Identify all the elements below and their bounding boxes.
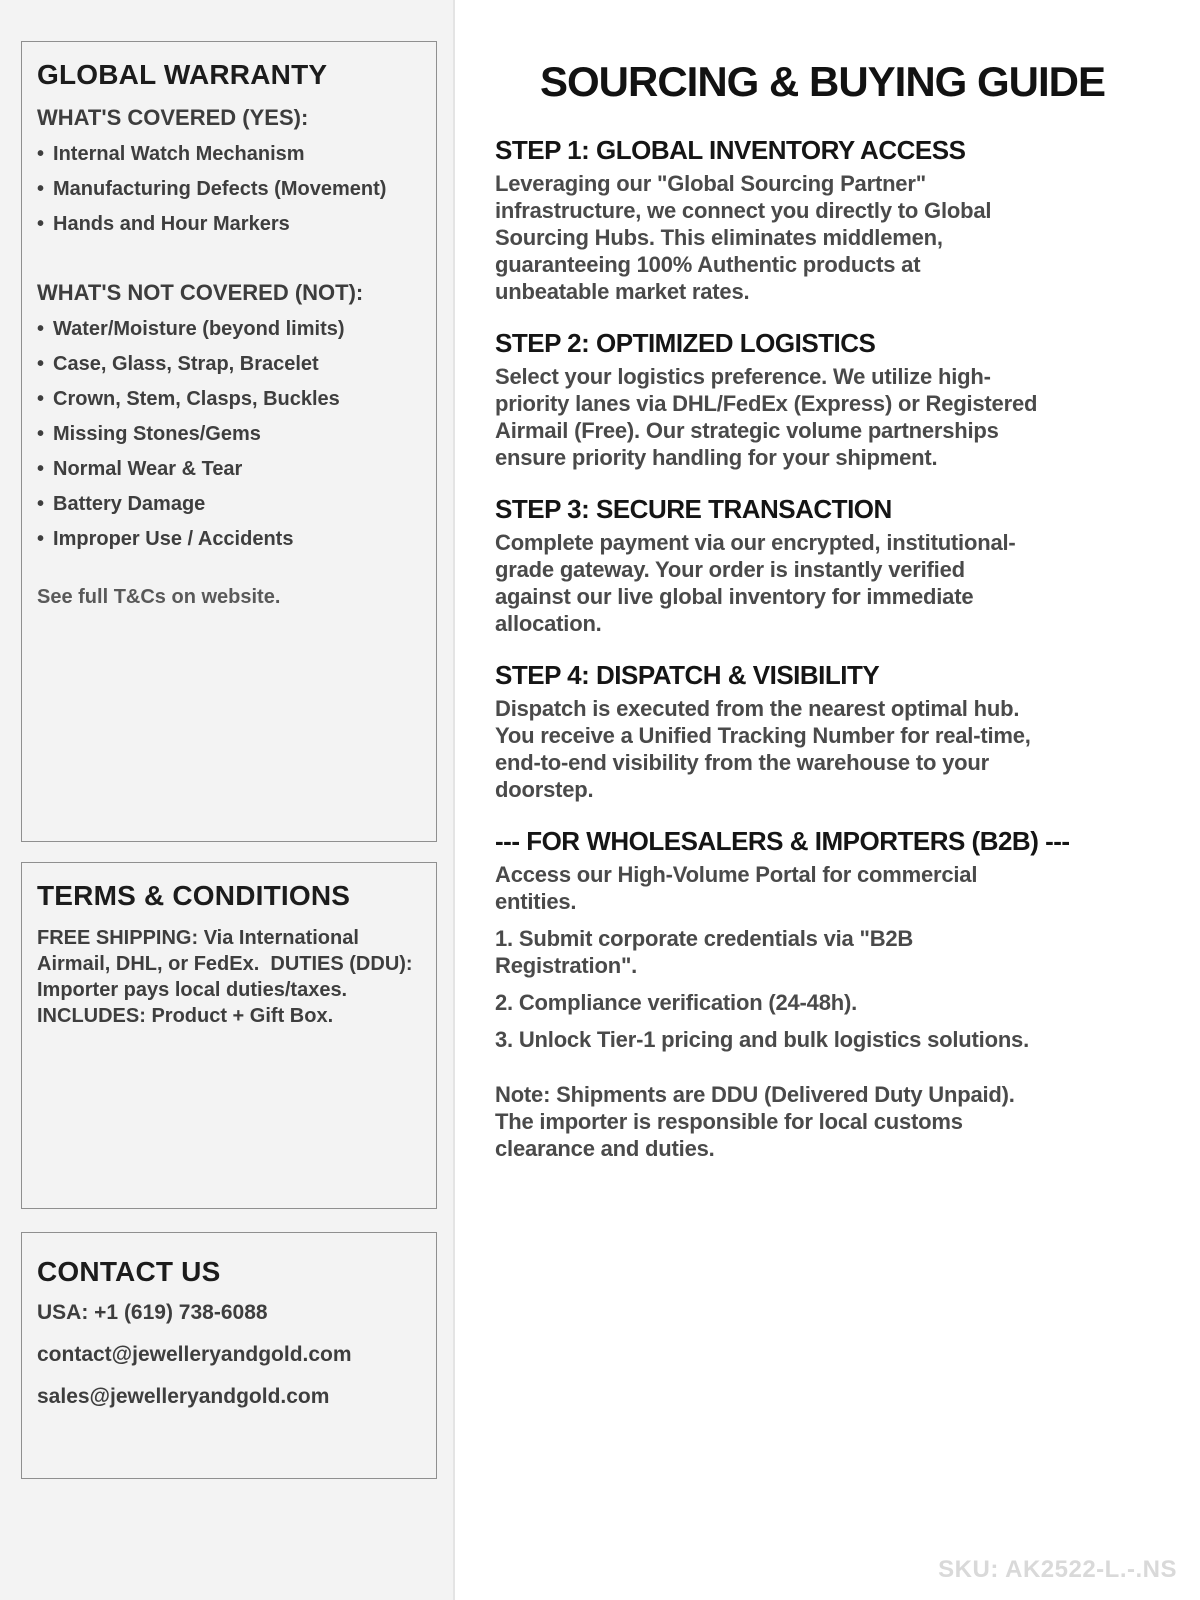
covered-item: • Internal Watch Mechanism [37,143,418,165]
step-1-heading: STEP 1: GLOBAL INVENTORY ACCESS [495,135,966,165]
terms-title: TERMS & CONDITIONS [37,880,351,911]
not-covered-item: • Crown, Stem, Clasps, Buckles [37,388,418,410]
not-covered-item: • Normal Wear & Tear [37,458,418,480]
step-3-heading: STEP 3: SECURE TRANSACTION [495,494,892,524]
b2b-paragraph: 1. Submit corporate credentials via "B2B Registration". [495,926,914,978]
covered-list [37,143,418,235]
step-2-heading: STEP 2: OPTIMIZED LOGISTICS [495,328,876,358]
not-covered-list [37,318,418,550]
covered-item: • Manufacturing Defects (Movement) [37,178,418,200]
step-4-heading: STEP 4: DISPATCH & VISIBILITY [495,660,880,690]
sidebar [0,0,455,1600]
not-covered-item: • Water/Moisture (beyond limits) [37,318,418,340]
guide-title: SOURCING & BUYING GUIDE [539,58,1106,105]
main-content [455,0,1200,1600]
warranty-panel [21,41,437,842]
contact-phone: USA: +1 (619) 738-6088 [37,1301,268,1324]
contact-email-primary: contact@jewelleryandgold.com [37,1343,352,1366]
covered-item: • Hands and Hour Markers [37,213,418,235]
contact-title: CONTACT US [37,1256,221,1287]
b2b-paragraph: 3. Unlock Tier-1 pricing and bulk logistics solutions. [495,1027,1030,1052]
terms-body: FREE SHIPPING: Via International Airmail, DHL, or FedEx. DUTIES (DDU): Importer pays local duties/taxes. INCLUDES: Product + Gift Box. [37,927,419,1027]
not-covered-item: • Missing Stones/Gems [37,423,418,445]
b2b-paragraph: Access our High-Volume Portal for commercial entities. [495,862,978,914]
warranty-title: GLOBAL WARRANTY [37,59,328,90]
contact-panel [21,1232,437,1479]
not-covered-item: • Case, Glass, Strap, Bracelet [37,353,418,375]
not-covered-item: • Improper Use / Accidents [37,528,418,550]
warranty-footnote: See full T&Cs on website. [37,586,281,608]
b2b-note: Note: Shipments are DDU (Delivered Duty Unpaid). The importer is responsible for local customs clearance and duties. [495,1082,1015,1161]
not-covered-item: • Battery Damage [37,493,418,515]
b2b-heading: --- FOR WHOLESALERS & IMPORTERS (B2B) --- [495,826,1070,856]
contact-email-sales: sales@jewelleryandgold.com [37,1385,330,1408]
covered-heading: WHAT'S COVERED (YES): [37,105,309,130]
step-4-body: Dispatch is executed from the nearest optimal hub. You receive a Unified Tracking Number for real-time, end-to-end visibility from the warehouse to your doorstep. [495,696,1031,802]
sku-label: SKU: AK2522-L.-.NS [938,1556,1177,1583]
step-3-body: Complete payment via our encrypted, institutional-grade gateway. Your order is instantly verified against our live global inventory for immediate allocation. [495,530,1016,636]
step-2-body: Select your logistics preference. We utilize high-priority lanes via DHL/FedEx (Express) or Registered Airmail (Free). Our strategic volume partnerships ensure priority handling for your shipment. [495,364,1038,470]
terms-panel [21,862,437,1209]
step-1-body: Leveraging our "Global Sourcing Partner" infrastructure, we connect you directly to Global Sourcing Hubs. This eliminates middlemen, guaranteeing 100% Authentic products at unbeatable market rates. [495,171,992,304]
b2b-paragraph: 2. Compliance verification (24-48h). [495,990,858,1015]
not-covered-heading: WHAT'S NOT COVERED (NOT): [37,280,364,305]
